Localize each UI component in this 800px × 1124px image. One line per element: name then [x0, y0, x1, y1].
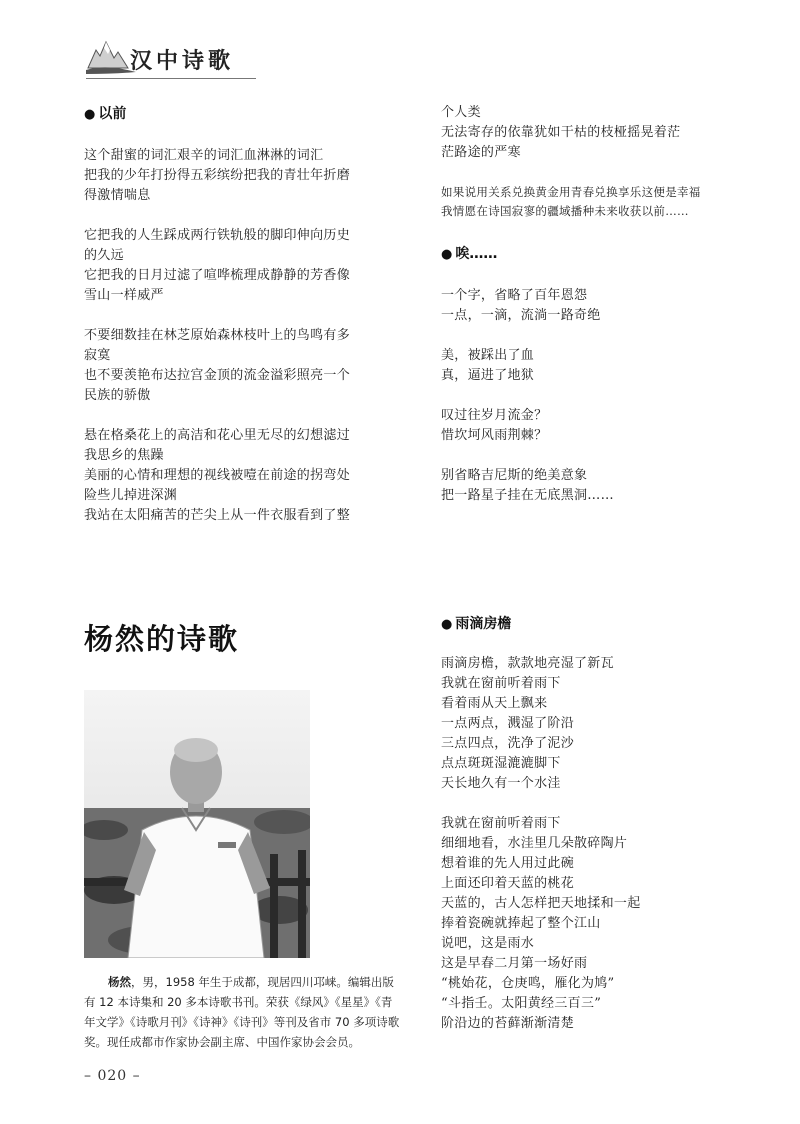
stanza [84, 226, 396, 306]
verse-line: 一点两点，溅湿了阶沿 [441, 716, 575, 731]
verse-line: 真，逼进了地狱 [441, 368, 535, 383]
verse-line: 雪山一样威严 [84, 288, 164, 303]
verse-line: 捧着瓷碗就捧起了整个江山 [441, 916, 601, 931]
verse-line: 寂寞 [84, 348, 111, 363]
poem-body [441, 654, 741, 1034]
verse-line: 茫路途的严寒 [441, 145, 521, 160]
poem-title-text: 唉…… [455, 246, 498, 262]
author-bio-text: ，男，1958 年生于成都，现居四川邛崃。编辑出版有 12 本诗集和 20 多本诗歌书刊。荣获《绿风》《星星》《青年文学》《诗歌月刊》《诗神》《诗刊》等刊及省市 70 多项诗歌奖。现任成都市作家协会副主席、中国作家协会会员。 [84, 975, 400, 1049]
author-name: 杨然 [108, 975, 131, 989]
poem-title [441, 614, 741, 634]
bullet-icon: ● [84, 107, 96, 122]
stanza [84, 426, 396, 526]
poem-yudi-fangyan [441, 614, 741, 1034]
verse-line: 想着谁的先人用过此碗 [441, 856, 575, 871]
bullet-icon: ● [441, 617, 453, 632]
verse-line: 个人类 [441, 105, 481, 120]
verse-line: 我情愿在诗国寂寥的疆域播种未来收获以前…… [441, 204, 689, 218]
magazine-title: 汉中诗歌 [130, 49, 235, 74]
verse-line: 一点，一滴，流淌一路奇绝 [441, 308, 601, 323]
verse-line: 这个甜蜜的词汇艰辛的词汇血淋淋的词汇 [84, 148, 324, 163]
verse-line: 雨滴房檐，款款地亮湿了新瓦 [441, 656, 614, 671]
author-bio [84, 972, 402, 1052]
verse-line: 把一路星子挂在无底黑洞…… [441, 488, 614, 503]
author-photo [84, 690, 310, 958]
stanza [441, 654, 741, 794]
continuation-stanza [441, 103, 741, 163]
verse-line: 如果说用关系兑换黄金用青春兑换享乐这便是幸福 [441, 185, 701, 199]
verse-line: “斗指壬。太阳黄经三百三” [441, 996, 602, 1011]
verse-line: 美，被踩出了血 [441, 348, 535, 363]
verse-line: 得激情喘息 [84, 188, 151, 203]
poem-title-text: 雨滴房檐 [455, 616, 512, 632]
verse-line: 叹过往岁月流金？ [441, 408, 548, 423]
verse-line: 三点四点，洗净了泥沙 [441, 736, 575, 751]
verse-line: 阶沿边的苔藓渐渐清楚 [441, 1016, 575, 1031]
poem-body [84, 146, 396, 526]
poem-title [84, 104, 396, 124]
verse-line: 不要细数挂在林芝原始森林枝叶上的鸟鸣有多 [84, 328, 351, 343]
poem-title [441, 244, 741, 264]
verse-line: 惜坎坷风雨荆棘？ [441, 428, 548, 443]
verse-line: 细细地看，水洼里几朵散碎陶片 [441, 836, 628, 851]
verse-line: 这是早春二月第一场好雨 [441, 956, 588, 971]
magazine-header [86, 36, 256, 82]
verse-line: 我就在窗前听着雨下 [441, 816, 561, 831]
stanza [441, 286, 741, 326]
header-rule [86, 78, 256, 79]
poem-body [441, 286, 741, 506]
verse-line: 把我的少年打扮得五彩缤纷把我的青壮年折磨 [84, 168, 351, 183]
verse-line: “桃始花，仓庚鸣，雁化为鸠” [441, 976, 615, 991]
closing-stanza [441, 183, 741, 221]
verse-line: 天长地久有一个水洼 [441, 776, 561, 791]
stanza [441, 466, 741, 506]
verse-line: 我思乡的焦躁 [84, 448, 164, 463]
stanza [441, 346, 741, 386]
poem-yiqian [84, 104, 396, 526]
verse-line: 别省略吉尼斯的绝美意象 [441, 468, 588, 483]
verse-line: 说吧，这是雨水 [441, 936, 535, 951]
verse-line: 也不要羡艳布达拉宫金顶的流金溢彩照亮一个 [84, 368, 351, 383]
verse-line: 美丽的心情和理想的视线被噎在前途的拐弯处 [84, 468, 351, 483]
verse-line: 它把我的人生踩成两行铁轨般的脚印伸向历史 [84, 228, 351, 243]
stanza [441, 406, 741, 446]
verse-line: 无法寄存的依靠犹如干枯的枝桠摇晃着茫 [441, 125, 681, 140]
verse-line: 悬在格桑花上的高洁和花心里无尽的幻想滤过 [84, 428, 351, 443]
stanza [84, 146, 396, 206]
verse-line: 的久远 [84, 248, 124, 263]
verse-line: 看着雨从天上飘来 [441, 696, 548, 711]
verse-line: 一个字，省略了百年恩怨 [441, 288, 588, 303]
verse-line: 我站在太阳痛苦的芒尖上从一件衣服看到了整 [84, 508, 351, 523]
verse-line: 点点斑斑湿漉漉脚下 [441, 756, 561, 771]
verse-line: 民族的骄傲 [84, 388, 151, 403]
section-title: 杨然的诗歌 [84, 622, 240, 656]
page-number: – 020 – [84, 1068, 141, 1084]
verse-line: 天蓝的，古人怎样把天地揉和一起 [441, 896, 641, 911]
poem-ai [441, 244, 741, 506]
stanza [441, 814, 741, 1034]
verse-line: 险些儿掉进深渊 [84, 488, 178, 503]
bullet-icon: ● [441, 247, 453, 262]
verse-line: 上面还印着天蓝的桃花 [441, 876, 575, 891]
poem-yiqian-continuation [441, 103, 741, 221]
verse-line: 它把我的日月过滤了喧哗梳理成静静的芳香像 [84, 268, 351, 283]
verse-line: 我就在窗前听着雨下 [441, 676, 561, 691]
poem-title-text: 以前 [98, 106, 127, 122]
stanza [84, 326, 396, 406]
